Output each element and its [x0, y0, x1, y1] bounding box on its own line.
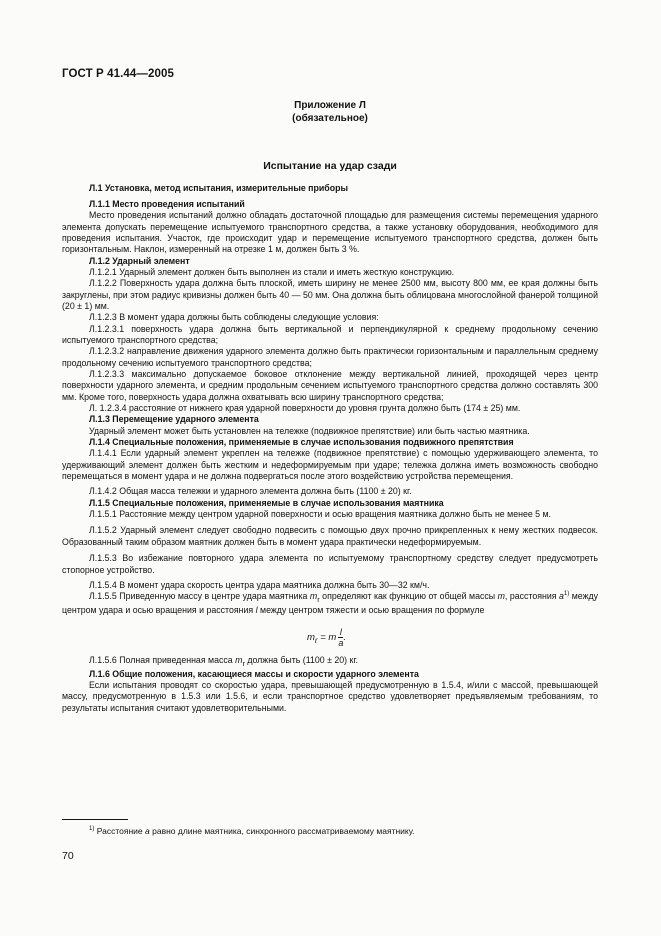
paragraph-L11232: Л.1.2.3.2 направление движения ударного элемента должно быть практически горизонтальным и параллельным среднему продольному сечению испытуемого транспортного средства; — [62, 346, 598, 368]
paragraph-L1151: Л.1.5.1 Расстояние между центром ударной поверхности и осью вращения маятника должно быть не менее 5 м. — [89, 509, 552, 520]
footnote-divider — [62, 819, 128, 820]
subsection-heading-L114: Л.1.4 Специальные положения, применяемые в случае использования подвижного препятствия — [89, 437, 514, 448]
main-title: Испытание на удар сзади — [263, 160, 397, 172]
subsection-heading-L112: Л.1.2 Ударный элемент — [89, 255, 190, 266]
paragraph-L1152: Л.1.5.2 Ударный элемент следует свободно подвесить с помощью двух прочно прикрепленных к нему жестких подвесок. Образованный таким образом маятник должен быть в момент удара практически недеформируемым. — [62, 525, 598, 547]
paragraph-L1156: Л.1.5.6 Полная приведенная масса $m_r$ должна быть (1100 ± 20) кг. — [89, 654, 358, 668]
paragraph-L111: Место проведения испытаний должно обладать достаточной площадью для размещения системы перемещения ударного элемента допускать перемещение испытуемого транспортного средства, а также установку оборудования, необходимого для проведения испытания. Участок, где происходит удар и перемещение испытуемого транспортного средства, должен быть горизонтальным. Наклон, измеренный на отрезке 1 м, должен быть 3 %. — [62, 210, 598, 255]
paragraph-L116: Если испытания проводят со скоростью удара, превышающей предусмотренную в 1.5.4, и/или с массой, превышающей массу, предусмотренную в 1.5.3 или 1.5.6, и если транспортное средство удовлетворяет предъявляемым требованиям, то результаты испытания считают удовлетворительными. — [62, 680, 598, 713]
subsection-heading-L111: Л.1.1 Место проведения испытаний — [89, 198, 245, 209]
subsection-heading-L116: Л.1.6 Общие положения, касающиеся массы и скорости ударного элемента — [89, 668, 419, 679]
section-heading-L1: Л.1 Установка, метод испытания, измерительные приборы — [89, 183, 348, 193]
subsection-heading-L115: Л.1.5 Специальные положения, применяемые в случае использования маятника — [89, 497, 444, 508]
document-body — [62, 183, 598, 714]
paragraph-L11234: Л. 1.2.3.4 расстояние от нижнего края ударной поверхности до уровня грунта должно быть (174 ± 25) мм. — [89, 403, 521, 414]
paragraph-L1142: Л.1.4.2 Общая масса тележки и ударного элемента должна быть (1100 ± 20) кг. — [89, 486, 412, 497]
footnote: $^{1)}$ Расстояние a равно длине маятника, синхронного рассматриваемому маятнику. — [89, 826, 415, 836]
paragraph-L1153: Л.1.5.3 Во избежание повторного удара элемента по испытуемому транспортному средству следует предусмотреть стопорное устройство. — [62, 553, 598, 575]
paragraph-L1121: Л.1.2.1 Ударный элемент должен быть выполнен из стали и иметь жесткую конструкцию. — [89, 266, 455, 277]
paragraph-L11231: Л.1.2.3.1 поверхность удара должна быть вертикальной и перпендикулярной к среднему продольному сечению испытуемого транспортного средства; — [62, 323, 598, 345]
paragraph-L1155: Л.1.5.5 Приведенную массу в центре удара маятника $m_r$ определяют как функцию от общей массы m, расстояния $a^{1)}$ между центром удара и осью вращения и расстояния l между центром тяжести и осью вращения по формуле — [62, 591, 599, 616]
reduced-mass-formula: $m_r = m$ $\frac{l}{a}$ . — [307, 626, 346, 648]
annex-title: Приложение Л — [294, 100, 366, 111]
annex-status: (обязательное) — [292, 113, 368, 124]
paragraph-L1122: Л.1.2.2 Поверхность удара должна быть плоской, иметь ширину не менее 2500 мм, высоту 800 мм, ее края должны быть закруглены, при этом радиус кривизны должен быть 40 — 50 мм. Она должна быть облицована многослойной фанерой толщиной (20 ± 1) мм. — [62, 278, 598, 311]
paragraph-L1141: Л.1.4.1 Если ударный элемент укреплен на тележке (подвижное препятствие) с помощью удерживающего элемента, то удерживающий элемент должен быть жестким и недеформируемым при ударе; тележка должна иметь возможность свободно перемещаться в момент удара и не должна подвергаться после этого воздействию устройства перемещения. — [62, 448, 598, 482]
paragraph-L11233: Л.1.2.3.3 максимально допускаемое боковое отклонение между вертикальной линией, проходящей через центр поверхности ударного элемента, и средним продольным сечением испытуемого транспортного средства должно составлять 300 мм. Кроме того, поверхность удара должна охватывать всю ширину транспортного средства; — [62, 369, 598, 402]
subsection-heading-L113: Л.1.3 Перемещение ударного элемента — [89, 414, 259, 425]
paragraph-L113: Ударный элемент может быть установлен на тележке (подвижное препятствие) или быть частью маятника. — [89, 425, 530, 436]
paragraph-L1123: Л.1.2.3 В момент удара должны быть соблюдены следующие условия: — [89, 312, 379, 323]
document-header: ГОСТ Р 41.44—2005 — [62, 68, 174, 80]
page-number: 70 — [62, 850, 74, 862]
paragraph-L1154: Л.1.5.4 В момент удара скорость центра удара маятника должна быть 30—32 км/ч. — [89, 579, 430, 590]
